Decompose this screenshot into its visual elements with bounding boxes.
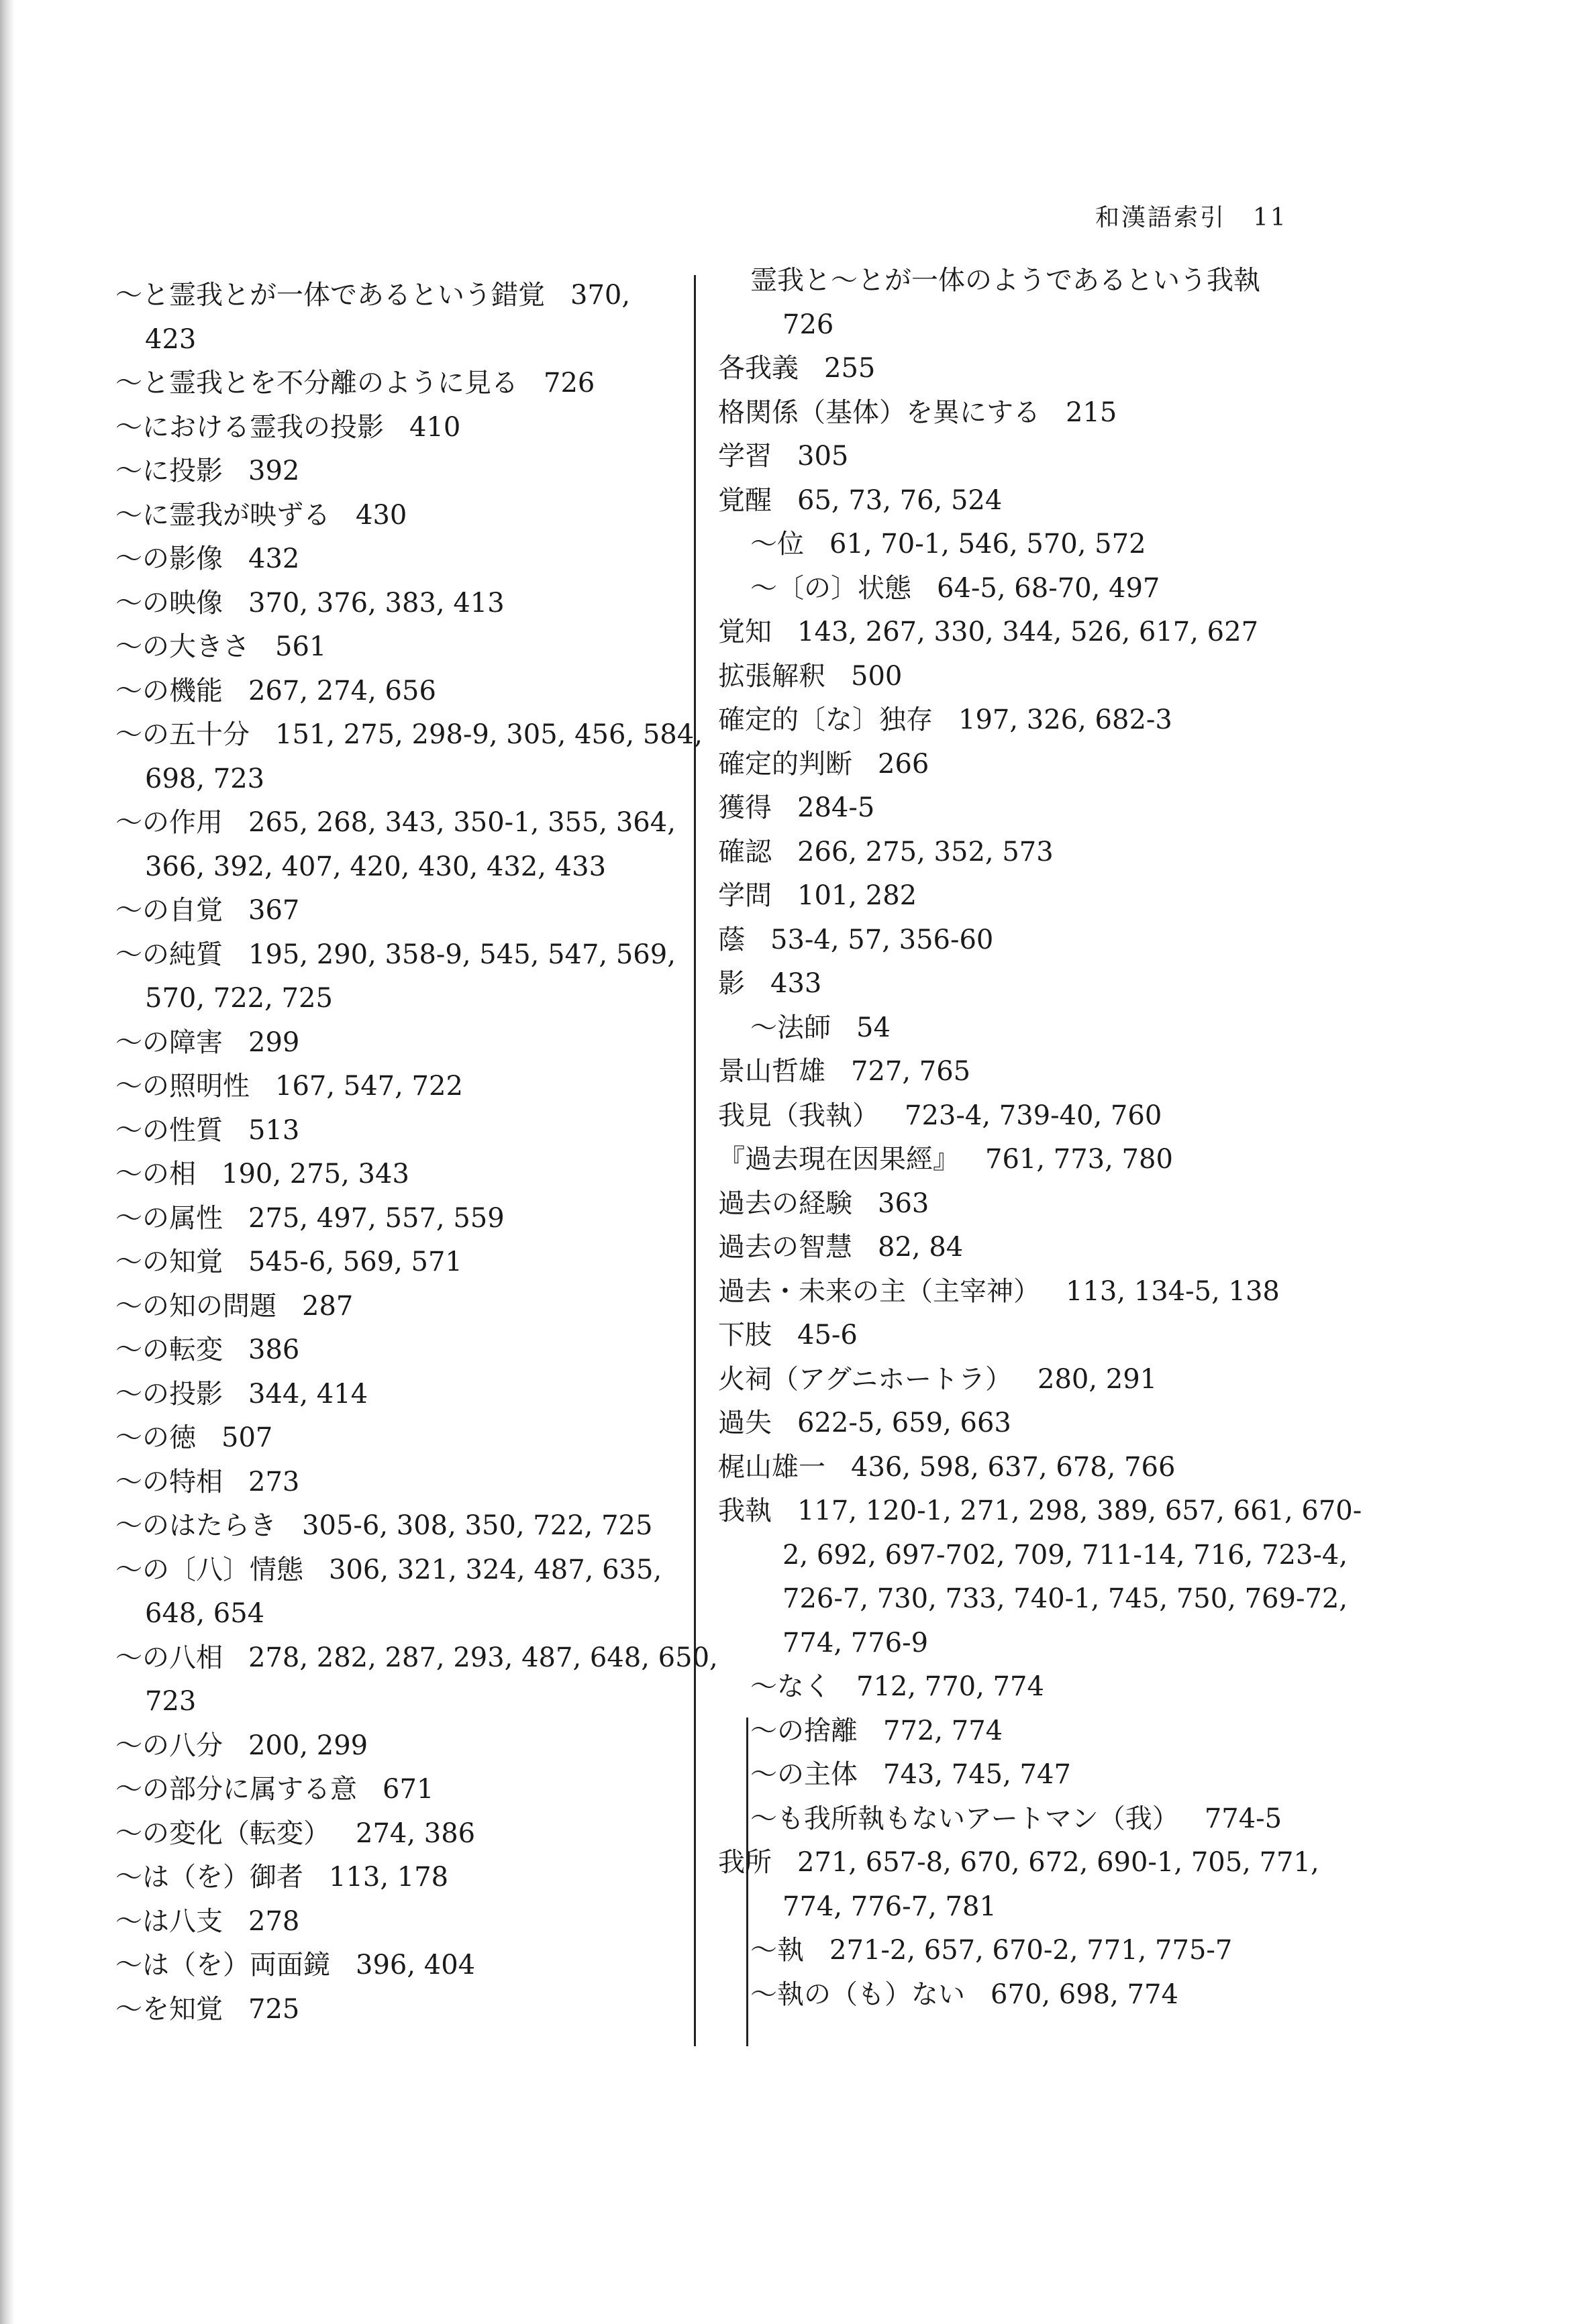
index-entry: ～の純質 195, 290, 358-9, 545, 547, 569, bbox=[115, 939, 676, 970]
index-entry: 覚醒 65, 73, 76, 524 bbox=[718, 484, 1003, 516]
index-entry-continuation: 570, 722, 725 bbox=[145, 983, 333, 1014]
index-entry-continuation: 723 bbox=[145, 1686, 197, 1717]
index-entry-continuation: 774, 776-7, 781 bbox=[782, 1891, 997, 1922]
index-entry: 覚知 143, 267, 330, 344, 526, 617, 627 bbox=[718, 617, 1259, 647]
index-entry: 過去の経験 363 bbox=[718, 1187, 929, 1219]
left-index-column bbox=[115, 274, 718, 2031]
index-entry: 過去の智慧 82, 84 bbox=[718, 1232, 964, 1263]
index-subentry: ～なく 712, 770, 774 bbox=[750, 1671, 1044, 1702]
index-entry-continuation: 698, 723 bbox=[145, 763, 265, 794]
index-subentry: ～〔の〕状態 64-5, 68-70, 497 bbox=[750, 572, 1160, 604]
index-entry: ～と霊我とが一体であるという錯覚 370, bbox=[115, 280, 631, 311]
index-entry: 我見（我執） 723-4, 739-40, 760 bbox=[718, 1100, 1162, 1131]
index-entry: 過失 622-5, 659, 663 bbox=[718, 1408, 1011, 1438]
index-entry: ～の転変 386 bbox=[115, 1334, 300, 1365]
index-entry: ～の映像 370, 376, 383, 413 bbox=[115, 587, 505, 619]
index-entry: ～を知覚 725 bbox=[115, 1993, 300, 2025]
index-entry: 下肢 45-6 bbox=[718, 1320, 858, 1351]
index-entry: ～の影像 432 bbox=[115, 543, 300, 574]
index-entry: 拡張解釈 500 bbox=[718, 660, 903, 692]
index-entry-continuation: 423 bbox=[145, 323, 197, 355]
index-entry: 影 433 bbox=[718, 968, 822, 999]
index-subentry: ～の捨離 772, 774 bbox=[750, 1715, 1003, 1746]
index-entry: 蔭 53-4, 57, 356-60 bbox=[718, 924, 994, 955]
index-entry: ～の変化（転変） 274, 386 bbox=[115, 1817, 476, 1849]
page-number: 11 bbox=[1253, 204, 1288, 231]
index-entry: ～の属性 275, 497, 557, 559 bbox=[115, 1202, 505, 1234]
index-entry: ～の徳 507 bbox=[115, 1422, 273, 1453]
index-subentry: ～位 61, 70-1, 546, 570, 572 bbox=[750, 529, 1146, 560]
index-entry: ～に投影 392 bbox=[115, 456, 300, 486]
index-entry: ～の障害 299 bbox=[115, 1026, 300, 1058]
index-entry: ～の性質 513 bbox=[115, 1114, 300, 1146]
index-entry: ～の知覚 545-6, 569, 571 bbox=[115, 1247, 462, 1277]
index-entry: ～の機能 267, 274, 656 bbox=[115, 675, 436, 706]
index-entry-continuation: 774, 776-9 bbox=[782, 1627, 929, 1658]
scanned-page-edge bbox=[0, 0, 15, 2324]
index-entry: ～の〔八〕情態 306, 321, 324, 487, 635, bbox=[115, 1554, 662, 1585]
index-entry: 獲得 284-5 bbox=[718, 792, 875, 823]
index-entry-continuation: 726-7, 730, 733, 740-1, 745, 750, 769-72, bbox=[782, 1583, 1348, 1614]
index-entry: 過去・未来の主（主宰神） 113, 134-5, 138 bbox=[718, 1275, 1280, 1307]
index-entry: 梶山雄一 436, 598, 637, 678, 766 bbox=[718, 1451, 1176, 1483]
index-entry-continuation: 648, 654 bbox=[145, 1598, 265, 1629]
index-entry: ～と霊我とを不分離のように見る 726 bbox=[115, 368, 595, 399]
index-entry-continuation: 366, 392, 407, 420, 430, 432, 433 bbox=[145, 851, 607, 882]
index-entry: 確定的判断 266 bbox=[718, 748, 929, 780]
index-entry: ～の照明性 167, 547, 722 bbox=[115, 1071, 463, 1102]
index-entry: 我所 271, 657-8, 670, 672, 690-1, 705, 771, bbox=[718, 1847, 1319, 1878]
index-subentry: ～執 271-2, 657, 670-2, 771, 775-7 bbox=[750, 1935, 1233, 1966]
index-entry: ～の大きさ 561 bbox=[115, 631, 327, 662]
index-entry: 『過去現在因果經』 761, 773, 780 bbox=[718, 1144, 1173, 1175]
right-index-column bbox=[718, 259, 1362, 2017]
index-entry: ～は（を）御者 113, 178 bbox=[115, 1862, 449, 1893]
index-entry: ～の知の問題 287 bbox=[115, 1290, 354, 1322]
index-entry: ～の五十分 151, 275, 298-9, 305, 456, 584, bbox=[115, 719, 703, 750]
index-entry-continuation: 2, 692, 697-702, 709, 711-14, 716, 723-4, bbox=[782, 1539, 1348, 1571]
column-divider bbox=[694, 275, 696, 2046]
index-entry: ～に霊我が映ずる 430 bbox=[115, 499, 407, 531]
index-subentry: ～執の（も）ない 670, 698, 774 bbox=[750, 1978, 1178, 2010]
index-entry: ～の部分に属する意 671 bbox=[115, 1774, 434, 1805]
index-entry: 確定的〔な〕独存 197, 326, 682-3 bbox=[718, 704, 1172, 735]
index-entry: ～の作用 265, 268, 343, 350-1, 355, 364, bbox=[115, 807, 676, 838]
index-subentry: ～法師 54 bbox=[750, 1012, 891, 1043]
index-entry: ～は（を）両面鏡 396, 404 bbox=[115, 1950, 476, 1980]
index-entry: 火祠（アグニホートラ） 280, 291 bbox=[718, 1363, 1158, 1395]
index-entry: ～の八相 278, 282, 287, 293, 487, 648, 650, bbox=[115, 1642, 718, 1673]
index-title: 和漢語索引 bbox=[1095, 204, 1227, 231]
index-entry: 学問 101, 282 bbox=[718, 880, 917, 911]
index-entry: 格関係（基体）を異にする 215 bbox=[718, 397, 1117, 428]
index-entry: 確認 266, 275, 352, 573 bbox=[718, 836, 1054, 867]
index-entry-continuation: 726 bbox=[782, 309, 834, 340]
index-entry: ～における霊我の投影 410 bbox=[115, 411, 461, 443]
index-entry: ～の自覚 367 bbox=[115, 895, 300, 926]
index-entry: 学習 305 bbox=[718, 441, 849, 472]
index-entry: ～の八分 200, 299 bbox=[115, 1730, 368, 1761]
index-entry: 景山哲雄 727, 765 bbox=[718, 1056, 971, 1087]
index-entry: 各我義 255 bbox=[718, 353, 876, 384]
index-entry: ～は八支 278 bbox=[115, 1905, 300, 1937]
index-entry: ～の投影 344, 414 bbox=[115, 1378, 368, 1410]
index-entry: ～のはたらき 305-6, 308, 350, 722, 725 bbox=[115, 1510, 653, 1541]
index-entry: ～の相 190, 275, 343 bbox=[115, 1159, 409, 1190]
index-entry: 我執 117, 120-1, 271, 298, 389, 657, 661, 670- bbox=[718, 1495, 1362, 1526]
running-header bbox=[1095, 199, 1288, 233]
index-entry: ～の特相 273 bbox=[115, 1466, 300, 1497]
index-subentry: ～の主体 743, 745, 747 bbox=[750, 1759, 1071, 1790]
index-subentry: ～も我所執もないアートマン（我） 774-5 bbox=[750, 1803, 1282, 1834]
index-subentry: 霊我と～とが一体のようであるという我執 bbox=[750, 265, 1260, 296]
